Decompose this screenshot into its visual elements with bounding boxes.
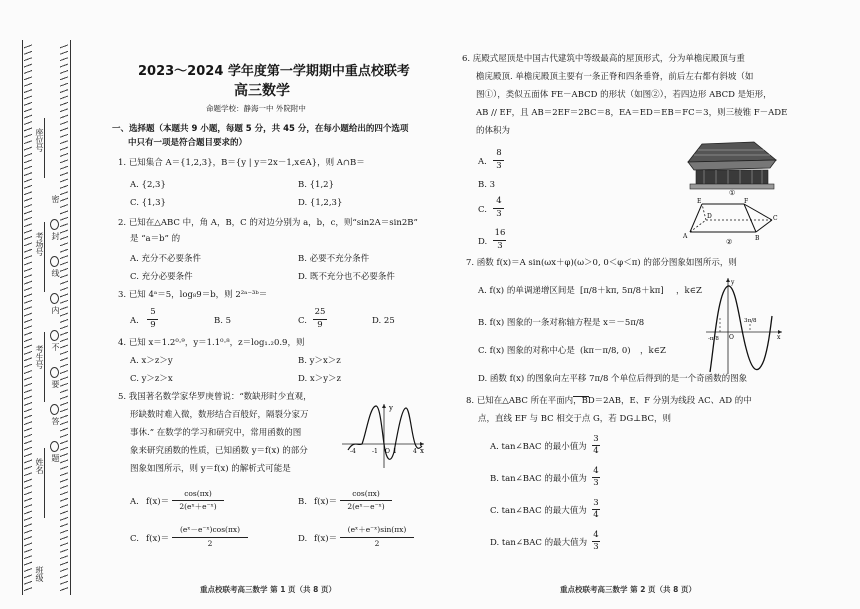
q7-option-c-post: ，k∈Z — [640, 346, 666, 356]
q7-sine-graph — [704, 276, 784, 376]
q6-option-d-label: D. — [478, 237, 488, 247]
section-heading: 一、选择题（本题共 9 小题，每题 5 分，共 45 分，在每小题给出的四个选项 — [112, 124, 409, 134]
seal-char: 不 — [51, 343, 60, 351]
q5-option-b-den: 2(eˣ－e⁻ˣ) — [347, 502, 385, 511]
seal-char: 内 — [51, 306, 60, 314]
graph-y-label: y — [389, 404, 393, 412]
q8-option-c-pre: C. tan∠BAC 的最大值为 — [490, 506, 587, 516]
q3-option-c-label: C. — [298, 316, 307, 326]
point-label: C — [773, 215, 778, 222]
q6-line-4: AB // EF，且 AB＝2EF＝2BC＝8，EA＝ED＝EB＝FC＝3，则三棱锥 F－ADE — [476, 108, 788, 118]
q5-option-d-lhs: f(x)＝ — [314, 534, 338, 544]
q5-option-c-label: C. — [130, 534, 139, 544]
binding-border-right — [70, 40, 71, 595]
q5-line-5: 图象如图所示，则 y＝f(x) 的解析式可能是 — [130, 464, 291, 474]
q8-option-b-pre: B. tan∠BAC 的最小值为 — [490, 474, 587, 484]
point-label: F — [744, 198, 749, 205]
seal-char: 密 — [51, 195, 60, 203]
exam-room-line — [44, 222, 45, 292]
q5-line-1: 5. 我国著名数学家华罗庚曾说：“数缺形时少直观， — [118, 392, 312, 402]
graph-tick: 4 — [413, 448, 417, 455]
graph-y-label: y — [731, 279, 735, 286]
q5-option-a-lhs: f(x)＝ — [146, 497, 170, 507]
graph-origin: O — [729, 334, 734, 341]
graph-tick: 1 — [393, 448, 397, 455]
q7-option-d: D. 函数 f(x) 的图象向左平移 7π/8 个单位后得到的是一个奇函数的图象 — [478, 374, 748, 384]
q4-stem: 4. 已知 x＝1.2⁰·⁹，y＝1.1⁰·⁸，z＝log₁.₂0.9，则 — [118, 338, 305, 348]
seal-warning — [50, 195, 60, 476]
q5-line-2: 形缺数时难入微，数形结合百般好，隔裂分家万 — [130, 410, 309, 420]
q6-option-b: B. 3 — [478, 180, 496, 190]
q8-option-a-pre: A. tan∠BAC 的最小值为 — [490, 442, 587, 452]
q5-line-3: 事休.” 在数学的学习和研究中，常用函数的图 — [130, 428, 302, 438]
q1-option-a: A. {2,3} — [130, 180, 166, 190]
q2-option-b: B. 必要不充分条件 — [298, 254, 370, 264]
q8-option-c-den: 4 — [593, 510, 599, 520]
point-label: E — [697, 198, 702, 205]
exam-title: 2023～2024 学年度第一学期期中重点校联考 — [138, 64, 410, 79]
q3-option-a-den: 9 — [150, 320, 156, 330]
candidate-number-label: 考生号 — [35, 345, 44, 369]
class-label: 班级 — [35, 566, 44, 582]
q8-option-b-num: 4 — [593, 466, 599, 476]
q3-option-a-num: 5 — [150, 307, 156, 317]
q4-option-d: D. x＞y＞z — [298, 374, 341, 384]
q3-option-d: D. 25 — [372, 316, 395, 326]
binding-slashes-right — [60, 42, 68, 592]
q6-line-2: 檐庑殿顶. 单檐庑殿顶主要有一条正脊和四条垂脊，前后左右都有斜坡（如 — [476, 72, 754, 82]
q2-option-d: D. 既不充分也不必要条件 — [298, 272, 395, 282]
q5-option-d-label: D. — [298, 534, 308, 544]
q3-option-c-den: 9 — [317, 320, 323, 330]
seal-char: 要 — [51, 380, 60, 388]
q8-line-2: 点，直线 EF 与 BC 相交于点 G，若 DG⊥BC，则 — [478, 414, 672, 424]
graph-tick: -π/8 — [708, 336, 719, 342]
q3-option-b: B. 5 — [214, 316, 232, 326]
q4-option-b: B. y＞x＞z — [298, 356, 341, 366]
q8-option-d-num: 4 — [593, 530, 599, 540]
point-label: B — [755, 235, 760, 242]
graph-tick: -1 — [372, 448, 378, 455]
q8-option-d-pre: D. tan∠BAC 的最大值为 — [490, 538, 588, 548]
exam-subject: 高三数学 — [234, 83, 290, 99]
q7-option-a-post: ，k∈Z — [676, 286, 702, 296]
q5-option-a-num: cos(πx) — [184, 489, 212, 498]
seat-number-line — [44, 118, 45, 178]
q7-option-c-pre: C. f(x) 图象的对称中心是 — [478, 346, 575, 356]
q6-option-c-den: 3 — [496, 209, 502, 219]
seal-char: 答 — [51, 417, 60, 425]
q7-option-a-pre: A. f(x) 的单调递增区间是 — [478, 286, 575, 296]
seal-char: 封 — [51, 232, 60, 240]
q1-stem: 1. 已知集合 A＝{1,2,3}，B＝{y | y＝2x－1,x∈A}，则 A∩B＝ — [118, 158, 365, 168]
name-line — [44, 448, 45, 518]
q5-option-a-den: 2(eˣ＋e⁻ˣ) — [179, 502, 217, 511]
graph-tick: -4 — [350, 448, 356, 455]
q6-option-a-den: 3 — [496, 161, 502, 171]
binding-border-left — [22, 40, 23, 595]
binding-slashes-left — [24, 42, 32, 592]
q6-line-5: 的体积为 — [476, 126, 511, 136]
q8-option-d-den: 3 — [593, 542, 599, 552]
q1-option-b: B. {1,2} — [298, 180, 334, 190]
q6-line-3: 图①），类似五面体 FE－ABCD 的形状（如图②），若四边形 ABCD 是矩形， — [476, 90, 772, 100]
q8-option-b-den: 3 — [593, 478, 599, 488]
seal-char: 线 — [51, 269, 60, 277]
q4-option-c: C. y＞z＞x — [130, 374, 173, 384]
fig1-label: ① — [729, 189, 736, 196]
q6-option-a-num: 8 — [496, 148, 502, 158]
q6-option-d-den: 3 — [497, 241, 503, 251]
q5-line-4: 象来研究函数的性质，已知函数 y＝f(x) 的部分 — [130, 446, 308, 456]
q7-stem: 7. 函数 f(x)＝A sin(ωx＋φ)(ω＞0, 0＜φ＜π) 的部分图象如图所示，则 — [466, 258, 737, 268]
q8-option-c-num: 3 — [593, 498, 599, 508]
seat-number-label: 座位号 — [35, 128, 44, 152]
q6-roof-illustration — [684, 138, 780, 196]
section-heading-cont: 中只有一项是符合题目要求的） — [128, 138, 248, 148]
seal-char: 题 — [51, 454, 60, 462]
graph-x-label: x — [777, 334, 781, 341]
vector-bar — [573, 396, 589, 397]
q3-option-a-label: A. — [130, 316, 139, 326]
q7-option-b: B. f(x) 图象的一条对称轴方程是 x＝－5π/8 — [478, 318, 645, 328]
exam-room-label: 考场号 — [35, 232, 44, 256]
graph-tick: 3π/8 — [744, 318, 757, 324]
candidate-number-line — [44, 332, 45, 402]
q1-option-c: C. {1,3} — [130, 198, 166, 208]
page-footer-left: 重点校联考高三数学 第 1 页（共 8 页） — [200, 585, 336, 594]
q2-stem: 2. 已知在△ABC 中，角 A，B，C 的对边分别为 a，b，c，则“sin2A＝sin2B” — [118, 218, 418, 228]
q3-option-c-num: 25 — [314, 307, 326, 317]
q6-option-c-num: 4 — [496, 196, 502, 206]
q5-option-b-lhs: f(x)＝ — [314, 497, 338, 507]
graph-x-label: x — [420, 447, 424, 455]
q8-option-a-num: 3 — [593, 434, 599, 444]
q7-option-a-interval: [π/8＋kπ, 5π/8＋kπ] — [580, 286, 664, 296]
graph-tick: O — [385, 448, 390, 455]
q8-option-a-den: 4 — [593, 446, 599, 456]
q7-option-c-point: (kπ－π/8, 0) — [580, 346, 631, 356]
point-label: D — [707, 213, 712, 220]
point-label: A — [683, 233, 688, 240]
q4-option-a: A. x＞z＞y — [130, 356, 173, 366]
q8-line-1: 8. 已知在△ABC 所在平面内，BD＝2AB，E、F 分别为线段 AC、AD 的中 — [466, 396, 752, 406]
q5-option-c-den: 2 — [207, 539, 213, 548]
q6-option-d-num: 16 — [494, 228, 506, 238]
q5-option-d-den: 2 — [374, 539, 380, 548]
q5-option-b-num: cos(πx) — [352, 489, 380, 498]
q2-option-c: C. 充分必要条件 — [130, 272, 193, 282]
q6-pentahedron-diagram — [680, 196, 780, 246]
q6-option-c-label: C. — [478, 205, 487, 215]
q5-option-c-num: (eˣ－e⁻ˣ)cos(πx) — [179, 525, 241, 534]
q5-option-d-num: (eˣ＋e⁻ˣ)sin(πx) — [347, 525, 407, 534]
q5-option-b-label: B. — [298, 497, 307, 507]
q5-option-a-label: A. — [130, 497, 139, 507]
q1-option-d: D. {1,2,3} — [298, 198, 343, 208]
q6-line-1: 6. 庑殿式屋顶是中国古代建筑中等级最高的屋顶形式，分为单檐庑殿顶与重 — [462, 54, 745, 64]
q5-option-c-lhs: f(x)＝ — [146, 534, 170, 544]
name-label: 姓名 — [35, 458, 44, 474]
q6-option-a-label: A. — [478, 157, 487, 167]
page-footer-right: 重点校联考高三数学 第 2 页（共 8 页） — [560, 585, 696, 594]
q2-option-a: A. 充分不必要条件 — [130, 254, 202, 264]
q2-stem-cont: 是 “a＝b” 的 — [130, 234, 181, 244]
q3-stem: 3. 已知 4ᵃ＝5，log₈9＝b，则 2²ᵃ⁻³ᵇ＝ — [118, 290, 268, 300]
fig2-label: ② — [726, 238, 733, 246]
exam-schools: 命题学校：静海一中 外院附中 — [206, 104, 306, 113]
q5-function-graph — [340, 400, 428, 470]
